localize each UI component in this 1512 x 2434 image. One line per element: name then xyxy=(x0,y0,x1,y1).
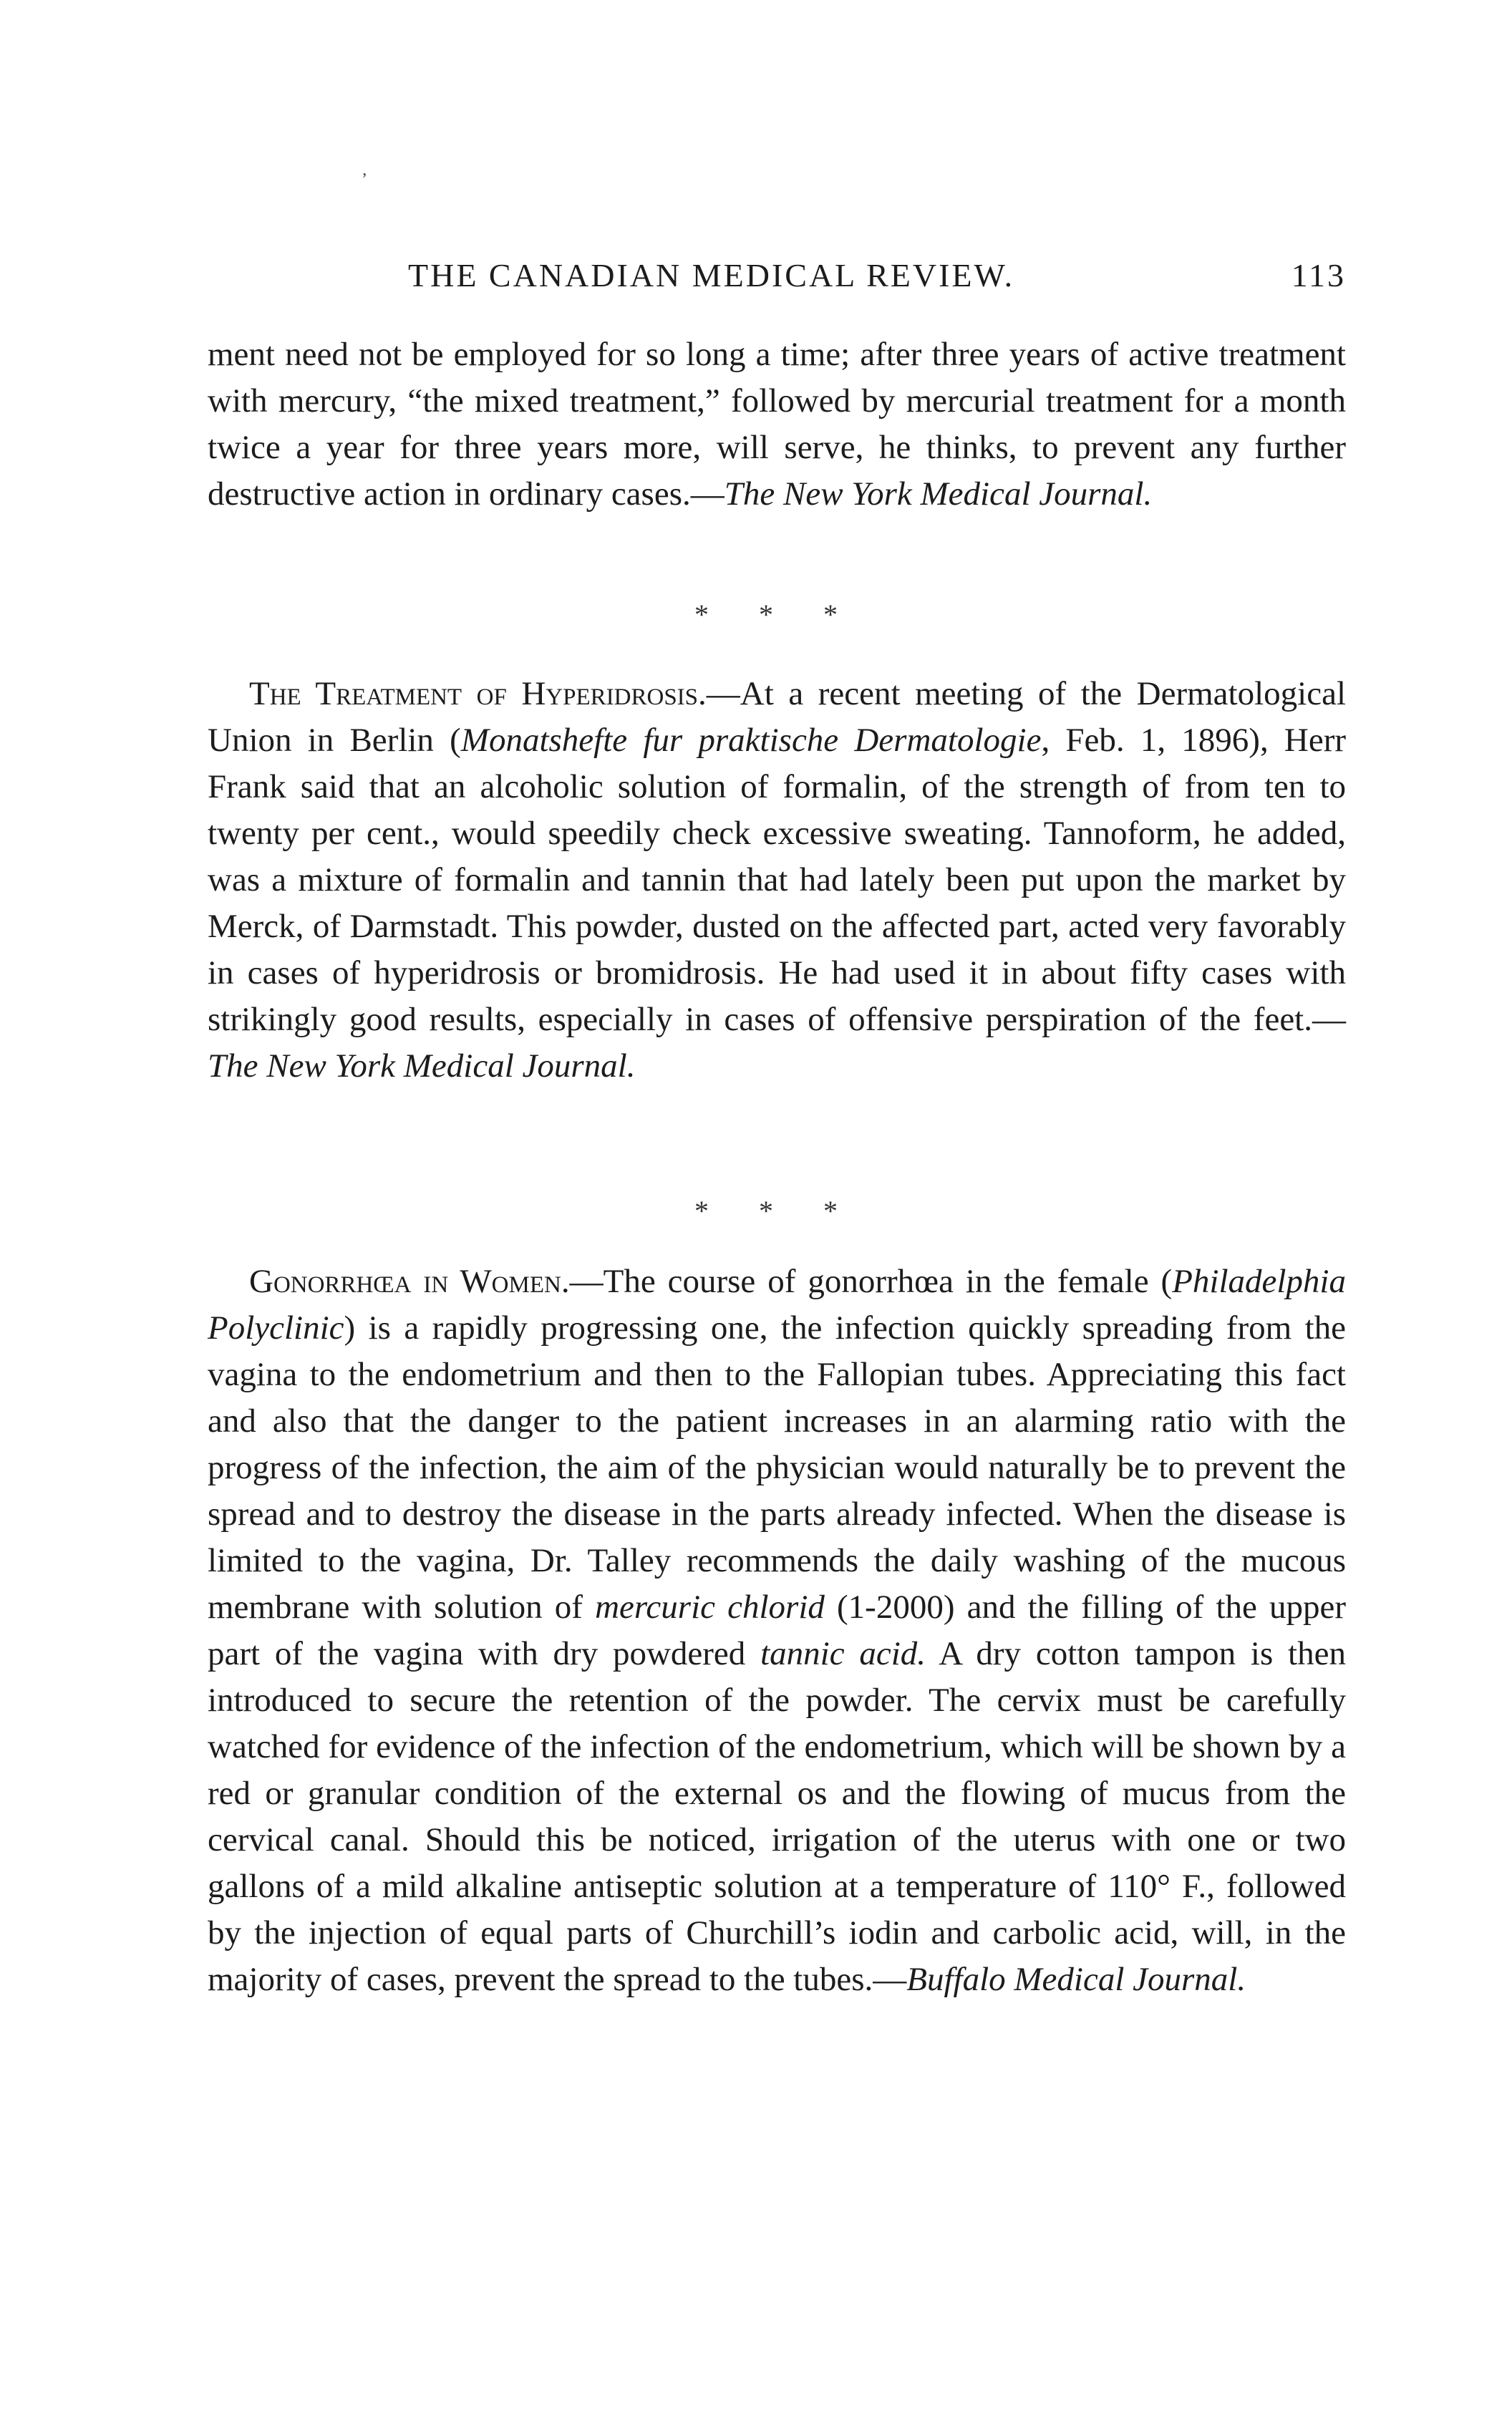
drug-name: mercuric chlorid xyxy=(595,1589,825,1626)
article-text: —At a recent meeting of the Dermatological Union in Berlin ( xyxy=(208,675,1346,759)
publication-title: Monatshefte fur praktische Dermatologie xyxy=(460,722,1042,759)
article-heading: Gonorrhœa in Women. xyxy=(249,1263,570,1300)
article-text: —The course of gonorrhœa in the female ( xyxy=(569,1263,1173,1300)
stray-mark: ’ xyxy=(362,170,367,189)
continuation-text: ment need not be employed for so long a time; after three years of active treatment with mercury, “the mixed treatment,” followed by mercurial treatment for a month twice a year for three years more, will serve, he thinks, to prevent any further destructive action in ordinary cases.— xyxy=(208,336,1346,513)
article-text: , Feb. 1, 1896), Herr Frank said that an alcoholic solution of formalin, of the strength of from ten to twenty per cent., would speedily check excessive sweating. Tannoform, he added, was a mixture of formalin and tannin that had lately been put upon the market by Merck, of Darmstadt. This powder, dusted on the affected part, acted very favorably in cases of hyperidrosis or bromidrosis. He had used it in about fifty cases with strikingly good results, especially in cases of offensive perspiration of the feet.— xyxy=(208,722,1346,1038)
article-text: ) is a rapidly progressing one, the infection quickly spreading from the vagina to the endometrium and then to the Fallopian tubes. Appreciating this fact and also that the danger to the patient increases in an alarming ratio with the progress of the infection, the aim of the physician would naturally be to prevent the spread and to destroy the disease in the parts already infected. When the disease is limited to the vagina, Dr. Talley recommends the daily washing of the mucous membrane with solution of xyxy=(208,1309,1346,1626)
article-hyperidrosis xyxy=(208,671,1346,1090)
article-heading: The Treatment of Hyperidrosis. xyxy=(249,675,707,712)
publication-title: Philadelphia Polyclinic xyxy=(208,1263,1346,1347)
section-separator: * * * xyxy=(694,1195,859,1227)
source-citation: The New York Medical Journal. xyxy=(208,1047,636,1085)
source-citation: The New York Medical Journal. xyxy=(724,475,1153,513)
article-text: A dry cotton tampon is then introduced to secure the retention of the powder. The cervix must be carefully watched for evidence of the infection of the endometrium, which will be shown by a red or granular condition of the external os and the flowing of mucus from the cervical canal. Should this be noticed, irrigation of the uterus with one or two gallons of a mild alkaline antiseptic solution at a temperature of 110° F., followed by the injection of equal parts of Churchill’s iodin and carbolic acid, will, in the majority of cases, prevent the spread to the tubes.— xyxy=(208,1635,1346,1998)
page-number: 113 xyxy=(1291,257,1346,294)
article-text: (1-2000) and the filling of the upper part of the vagina with dry powdered xyxy=(208,1589,1347,1672)
drug-name: tannic acid. xyxy=(760,1635,926,1672)
journal-title: THE CANADIAN MEDICAL REVIEW. xyxy=(408,257,1015,294)
source-citation: Buffalo Medical Journal. xyxy=(906,1961,1246,1998)
running-header xyxy=(208,256,1346,306)
section-continued-text xyxy=(208,331,1346,518)
paragraph-continuation xyxy=(208,331,1346,518)
paragraph-gonorrhoea xyxy=(208,1259,1346,2003)
paragraph-hyperidrosis xyxy=(208,671,1346,1090)
section-separator: * * * xyxy=(694,598,859,631)
article-gonorrhoea xyxy=(208,1259,1346,2003)
